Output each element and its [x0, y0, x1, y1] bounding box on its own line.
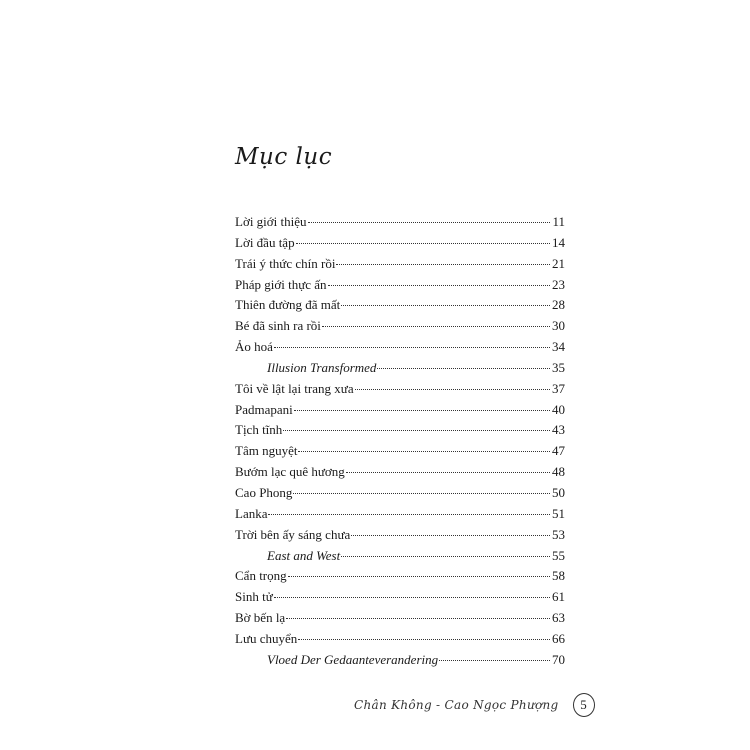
toc-entry-page: 21	[552, 255, 565, 271]
toc-entry	[235, 608, 565, 629]
toc-dot-leader	[283, 430, 550, 431]
toc-entry-page: 48	[552, 464, 565, 480]
toc-entry-label: Lời đầu tập	[235, 234, 295, 250]
toc-dot-leader	[298, 639, 550, 640]
toc-dot-leader	[351, 535, 550, 536]
toc-entry-label: Tịch tĩnh	[235, 422, 283, 438]
toc-entry	[235, 462, 565, 483]
toc-entry-label: Cao Phong	[235, 484, 293, 500]
toc-dot-leader	[322, 326, 550, 327]
toc-entry-label: Cẩn trọng	[235, 568, 287, 584]
toc-entry-page: 53	[552, 526, 565, 542]
toc-entry	[235, 504, 565, 525]
toc-dot-leader	[355, 389, 550, 390]
toc-entry-page: 63	[552, 610, 565, 626]
toc-entry-page: 58	[552, 568, 565, 584]
toc-entry-page: 23	[552, 276, 565, 292]
toc-entry	[235, 212, 565, 233]
toc-dot-leader	[308, 222, 550, 223]
toc-entry-label: Sinh tử	[235, 589, 273, 605]
toc-entry-label: Bướm lạc quê hương	[235, 464, 345, 480]
toc-entry-label: Lời giới thiệu	[235, 214, 307, 229]
toc-entry-page: 66	[552, 630, 565, 646]
toc-entry-label: Bờ bến lạ	[235, 610, 286, 626]
toc-entry	[235, 629, 565, 650]
toc-entry-label: Vloed Der Gedaanteverandering	[267, 651, 439, 667]
toc-dot-leader	[286, 618, 550, 619]
toc-entry	[235, 400, 565, 421]
page-footer	[354, 693, 595, 717]
toc-entry	[235, 650, 565, 671]
toc-entry-page: 34	[552, 339, 565, 355]
toc-entry-page: 47	[552, 443, 565, 459]
toc-dot-leader	[377, 368, 550, 369]
toc-dot-leader	[439, 660, 550, 661]
toc-entry	[235, 483, 565, 504]
toc-entry-label: Tôi về lật lại trang xưa	[235, 380, 354, 396]
page-number: 5	[573, 693, 595, 717]
toc-entry-page: 40	[552, 401, 565, 417]
toc-entry-page: 51	[552, 505, 565, 521]
toc-entry-page: 61	[552, 589, 565, 605]
toc-entry-label: Pháp giới thực ấn	[235, 276, 327, 292]
toc-entry-label: Trời bên ấy sáng chưa	[235, 526, 351, 542]
toc-dot-leader	[288, 576, 550, 577]
toc-dot-leader	[268, 514, 550, 515]
toc-entry-page: 37	[552, 380, 565, 396]
toc-entry-label: Lưu chuyển	[235, 630, 298, 646]
toc-dot-leader	[274, 347, 550, 348]
toc-entry	[235, 566, 565, 587]
toc-entry-page: 28	[552, 297, 565, 313]
toc-dot-leader	[341, 556, 550, 557]
toc-entry-page: 30	[552, 318, 565, 334]
toc-entry-label: Padmapani	[235, 401, 293, 417]
toc-entry-label: Bé đã sinh ra rồi	[235, 318, 321, 334]
toc-entry	[235, 275, 565, 296]
toc-entry-label: Lanka	[235, 505, 268, 521]
toc-entry-page: 11	[552, 214, 565, 229]
toc-dot-leader	[328, 285, 550, 286]
toc-dot-leader	[341, 305, 550, 306]
toc-entry-label: Ảo hoá	[235, 339, 273, 355]
toc-entry-label: Tâm nguyệt	[235, 443, 298, 459]
toc-entry-label: East and West	[267, 547, 341, 563]
toc-entry	[235, 525, 565, 546]
toc-entry-page: 35	[552, 359, 565, 375]
toc-entry-page: 14	[552, 234, 565, 250]
footer-author: Chân Không - Cao Ngọc Phượng	[354, 698, 559, 712]
toc-entry	[235, 337, 565, 358]
toc-dot-leader	[293, 493, 550, 494]
toc-entry-label: Illusion Transformed	[267, 359, 377, 375]
toc-entry	[235, 233, 565, 254]
toc-entry-page: 50	[552, 484, 565, 500]
toc-entry	[235, 587, 565, 608]
toc-list	[235, 212, 565, 671]
toc-entry	[235, 254, 565, 275]
toc-entry	[235, 316, 565, 337]
toc-dot-leader	[294, 410, 550, 411]
toc-entry-page: 70	[552, 651, 565, 667]
toc-entry	[235, 295, 565, 316]
toc-entry	[235, 546, 565, 567]
toc-dot-leader	[298, 451, 550, 452]
toc-entry-label: Thiên đường đã mất	[235, 297, 341, 313]
toc-dot-leader	[274, 597, 550, 598]
toc-entry	[235, 379, 565, 400]
toc-entry	[235, 358, 565, 379]
toc-entry-label: Trái ý thức chín rồi	[235, 255, 336, 271]
toc-entry	[235, 420, 565, 441]
toc-dot-leader	[336, 264, 550, 265]
toc-title: Mục lục	[235, 144, 333, 170]
toc-entry	[235, 441, 565, 462]
toc-entry-page: 43	[552, 422, 565, 438]
toc-dot-leader	[346, 472, 550, 473]
toc-dot-leader	[296, 243, 550, 244]
toc-entry-page: 55	[552, 547, 565, 563]
